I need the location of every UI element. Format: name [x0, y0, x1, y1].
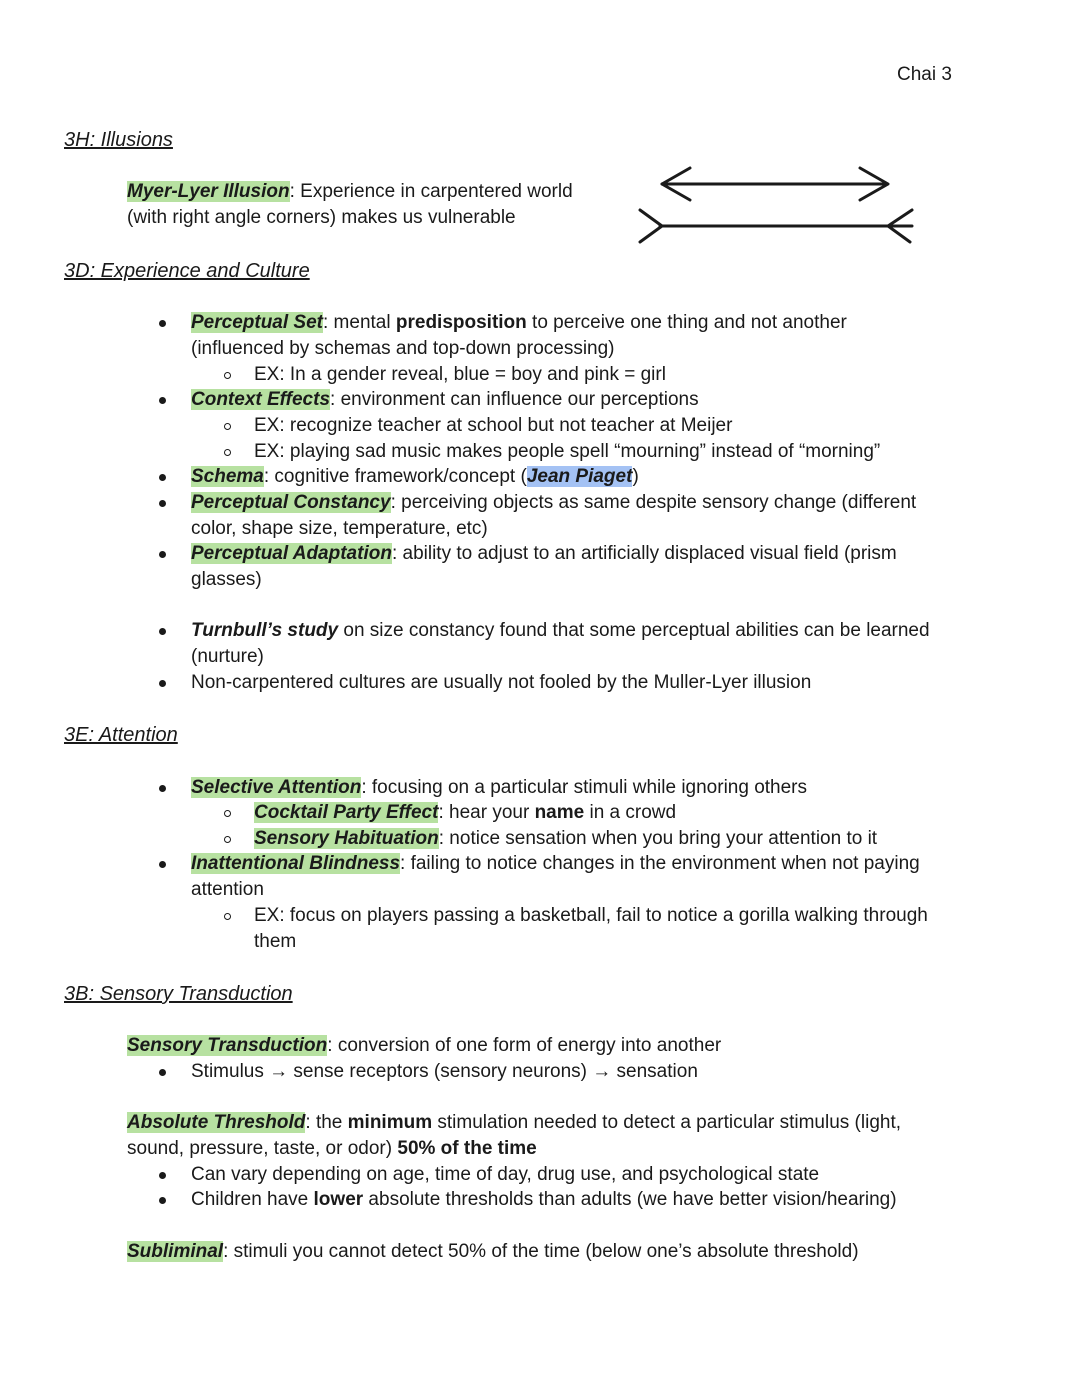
perceptual-adaptation-line1: Perceptual Adaptation: ability to adjust to an artificially displaced visual field (prism	[191, 543, 897, 564]
sensory-habituation: Sensory Habituation: notice sensation when you bring your attention to it	[254, 828, 878, 849]
context-effects-example1: EX: recognize teacher at school but not teacher at Meijer	[254, 415, 733, 436]
sensory-transduction-bullet: Stimulus → sense receptors (sensory neurons) → sensation	[191, 1061, 698, 1082]
cocktail-party-effect: Cocktail Party Effect: hear your name in a crowd	[254, 802, 677, 823]
context-effects: Context Effects: environment can influence our perceptions	[191, 389, 699, 410]
selective-attention: Selective Attention: focusing on a particular stimuli while ignoring others	[191, 777, 808, 798]
page-number: Chai 3	[897, 64, 952, 85]
non-carpentered: Non-carpentered cultures are usually not fooled by the Muller-Lyer illusion	[191, 672, 812, 693]
inattentional-blindness-example1: EX: focus on players passing a basketball, fail to notice a gorilla walking through	[254, 905, 928, 926]
section-title-3b: 3B: Sensory Transduction	[64, 983, 293, 1005]
myer-lyer-line1: Myer-Lyer Illusion: Experience in carpentered world	[127, 181, 573, 202]
context-effects-example2: EX: playing sad music makes people spell “mourning” instead of “morning”	[254, 441, 881, 462]
turnbull-line2: (nurture)	[191, 646, 264, 667]
absolute-threshold-line2: sound, pressure, taste, or odor) 50% of the time	[127, 1138, 537, 1159]
section-title-3e: 3E: Attention	[64, 724, 178, 746]
term-myer-lyer: Myer-Lyer Illusion	[127, 181, 290, 202]
inattentional-blindness-example2: them	[254, 931, 297, 952]
muller-lyer-illusion-figure	[630, 160, 930, 250]
myer-lyer-line2: (with right angle corners) makes us vulnerable	[127, 207, 516, 228]
schema: Schema: cognitive framework/concept (Jean Piaget)	[191, 466, 639, 487]
perceptual-set-line1: Perceptual Set: mental predisposition to perceive one thing and not another	[191, 312, 847, 333]
perceptual-set-example: EX: In a gender reveal, blue = boy and pink = girl	[254, 364, 666, 385]
inattentional-blindness-line1: Inattentional Blindness: failing to notice changes in the environment when not paying	[191, 853, 920, 874]
turnbull-line1: Turnbull’s study on size constancy found that some perceptual abilities can be learned	[191, 620, 930, 641]
section-title-3h: 3H: Illusions	[64, 129, 173, 151]
perceptual-constancy-line2: color, shape size, temperature, etc)	[191, 518, 488, 539]
subliminal: Subliminal: stimuli you cannot detect 50% of the time (below one’s absolute threshold)	[127, 1241, 859, 1262]
perceptual-set-line2: (influenced by schemas and top-down processing)	[191, 338, 615, 359]
perceptual-constancy-line1: Perceptual Constancy: perceiving objects as same despite sensory change (different	[191, 492, 917, 513]
absolute-threshold-bullet2: Children have lower absolute thresholds than adults (we have better vision/hearing)	[191, 1189, 897, 1210]
perceptual-adaptation-line2: glasses)	[191, 569, 262, 590]
absolute-threshold-line1: Absolute Threshold: the minimum stimulation needed to detect a particular stimulus (light,	[127, 1112, 902, 1133]
inattentional-blindness-line2: attention	[191, 879, 264, 900]
sensory-transduction: Sensory Transduction: conversion of one form of energy into another	[127, 1035, 722, 1056]
section-title-3d: 3D: Experience and Culture	[64, 260, 310, 282]
absolute-threshold-bullet1: Can vary depending on age, time of day, drug use, and psychological state	[191, 1164, 820, 1185]
